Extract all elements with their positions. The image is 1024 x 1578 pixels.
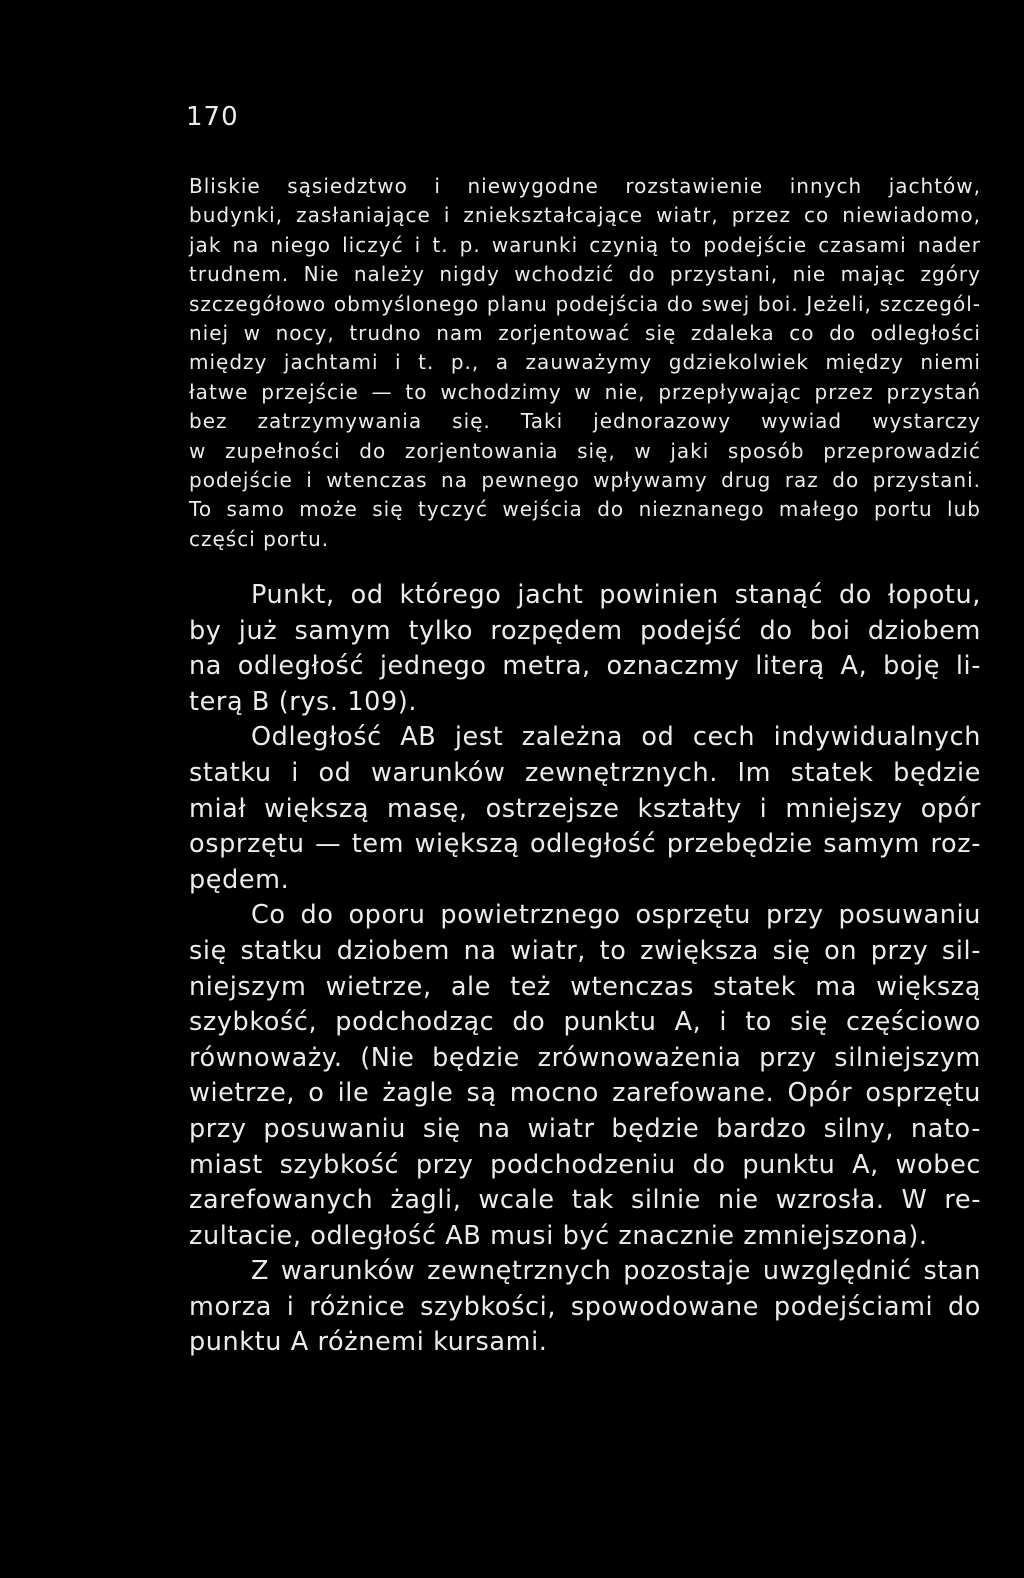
text-line: między jachtami i t. p., a zauważymy gdziekolwiek między niemi xyxy=(189,350,981,375)
text-line: statku i od warunków zewnętrznych. Im statek będzie xyxy=(189,757,981,788)
text-line: by już samym tylko rozpędem podejść do boi dziobem xyxy=(189,615,981,646)
text-line: Punkt, od którego jacht powinien stanąć do łopotu, xyxy=(251,580,981,610)
text-line: wietrze, o ile żagle są mocno zarefowane. Opór osprzętu xyxy=(189,1078,981,1109)
paragraph-point-definition xyxy=(189,578,981,720)
text-line: bez zatrzymywania się. Taki jednorazowy wywiad wystarczy xyxy=(189,409,981,434)
paragraph-external-conditions xyxy=(189,1254,981,1361)
text-line: niej w nocy, trudno nam zorjentować się zdaleka co do odległości xyxy=(189,320,981,345)
text-line: terą B (rys. 109). xyxy=(189,686,418,717)
text-line: budynki, zasłaniające i zniekształcające wiatr, przez co niewiadomo, xyxy=(189,203,981,228)
page-number: 170 xyxy=(186,102,239,132)
text-line: równoważy. (Nie będzie zrównoważenia przy silniejszym xyxy=(189,1042,981,1073)
text-line: morza i różnice szybkości, spowodowane podejściami do xyxy=(189,1291,981,1322)
text-line: miał większą masę, ostrzejsze kształty i mniejszy opór xyxy=(189,793,981,824)
text-line: przy posuwaniu się na wiatr będzie bardzo silny, nato- xyxy=(189,1113,981,1144)
text-line: Co do oporu powietrznego osprzętu przy posuwaniu xyxy=(251,900,981,931)
text-line: osprzętu — tem większą odległość przebędzie samym roz- xyxy=(189,829,981,860)
paragraph-air-resistance xyxy=(189,898,981,1254)
text-line: jak na niego liczyć i t. p. warunki czynią to podejście czasami nader xyxy=(189,232,981,257)
text-line: punktu A różnemi kursami. xyxy=(189,1327,548,1358)
text-line: zarefowanych żagli, wcale tak silnie nie wzrosła. W re- xyxy=(189,1185,981,1216)
text-line: części portu. xyxy=(189,526,330,551)
text-line: łatwe przejście — to wchodzimy w nie, przepływając przez przystań xyxy=(189,379,981,404)
text-line: na odległość jednego metra, oznaczmy literą A, boję li- xyxy=(189,651,981,682)
text-line: To samo może się tyczyć wejścia do nieznanego małego portu lub xyxy=(189,497,981,522)
text-line: zultacie, odległość AB musi być znacznie zmniejszona). xyxy=(189,1220,928,1251)
text-line: miast szybkość przy podchodzeniu do punktu A, wobec xyxy=(189,1149,981,1180)
text-line: niejszym wietrze, ale też wtenczas statek ma większą xyxy=(189,971,981,1002)
text-line: podejście i wtenczas na pewnego wpływamy drug raz do przystani. xyxy=(189,467,981,492)
text-line: w zupełności do zorjentowania się, w jaki sposób przeprowadzić xyxy=(189,438,981,463)
text-line: szczegółowo obmyślonego planu podejścia do swej boi. Jeżeli, szczegól- xyxy=(189,291,981,316)
paragraph-distance-ab xyxy=(189,720,981,898)
text-line: Odległość AB jest zależna od cech indywidualnych xyxy=(251,722,981,753)
text-line: trudnem. Nie należy nigdy wchodzić do przystani, nie mając zgóry xyxy=(189,262,981,287)
text-line: Bliskie sąsiedztwo i niewygodne rozstawienie innych jachtów, xyxy=(189,174,981,198)
body-text xyxy=(189,578,981,1361)
text-line: Z warunków zewnętrznych pozostaje uwzględnić stan xyxy=(251,1256,981,1287)
text-line: szybkość, podchodząc do punktu A, i to się częściowo xyxy=(189,1007,981,1038)
small-print-paragraph xyxy=(189,172,981,554)
text-line: się statku dziobem na wiatr, to zwiększa się on przy sil- xyxy=(189,935,981,966)
text-line: pędem. xyxy=(189,864,290,895)
